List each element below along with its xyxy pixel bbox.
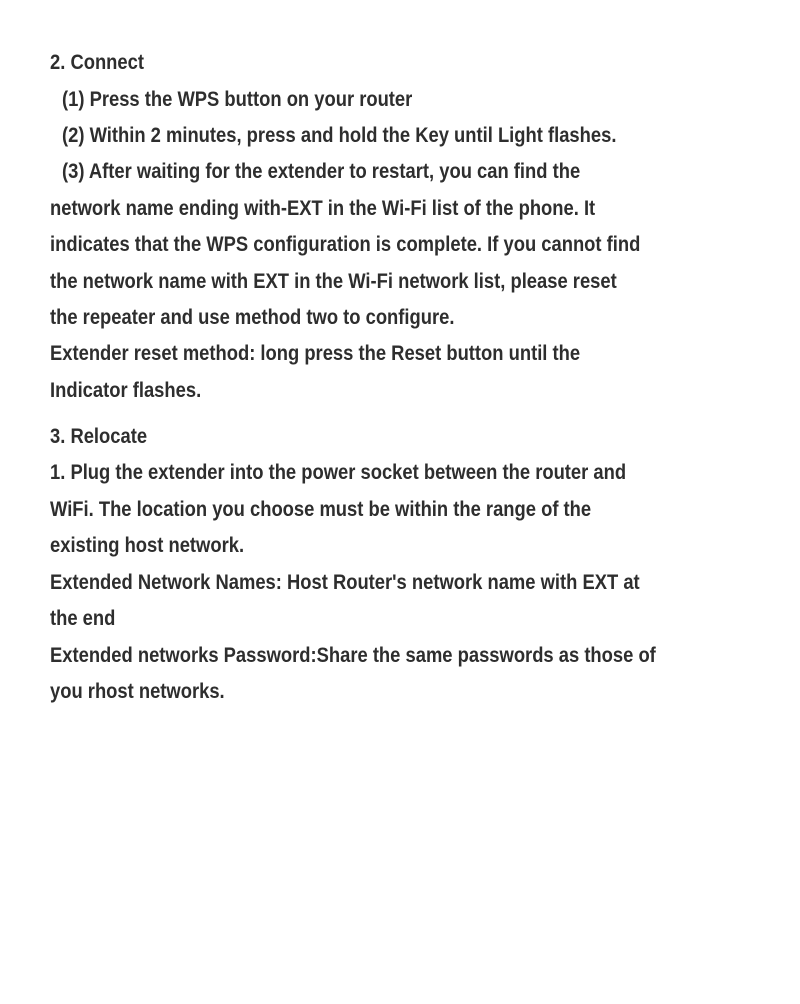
step-3: (3) After waiting for the extender to restart, you can find the (62, 159, 581, 183)
paragraph-line: the repeater and use method two to configure. (50, 305, 455, 329)
relocate-line: 1. Plug the extender into the power socket between the router and (50, 460, 627, 484)
network-names-line: Extended Network Names: Host Router's network name with EXT at (50, 570, 640, 594)
relocate-line: existing host network. (50, 533, 245, 557)
paragraph-line: indicates that the WPS configuration is complete. If you cannot find (50, 232, 641, 256)
step-2: (2) Within 2 minutes, press and hold the Key until Light flashes. (62, 123, 617, 147)
section-2-heading: 2. Connect (50, 50, 144, 74)
section-3-heading: 3. Relocate (50, 424, 148, 448)
paragraph-line: the network name with EXT in the Wi-Fi network list, please reset (50, 269, 617, 293)
paragraph-line: network name ending with-EXT in the Wi-Fi list of the phone. It (50, 196, 596, 220)
step-1: (1) Press the WPS button on your router (62, 87, 413, 111)
network-names-line: the end (50, 606, 116, 630)
reset-method-line: Extender reset method: long press the Reset button until the (50, 341, 581, 365)
relocate-line: WiFi. The location you choose must be within the range of the (50, 497, 592, 521)
reset-method-line: Indicator flashes. (50, 378, 202, 402)
password-line: you rhost networks. (50, 679, 225, 703)
password-line: Extended networks Password:Share the same passwords as those of (50, 643, 656, 667)
